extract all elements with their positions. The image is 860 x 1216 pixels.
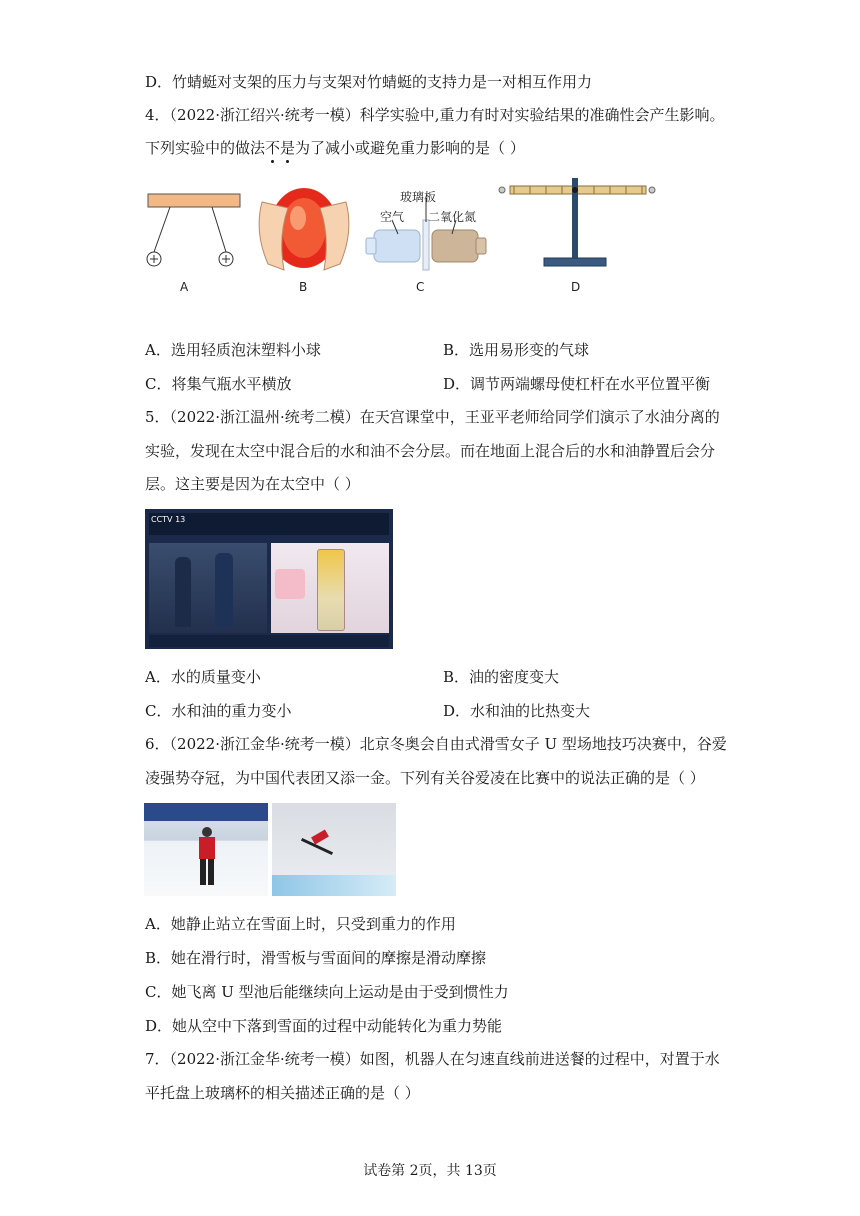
emphasis-dot-char: 不: [265, 139, 281, 157]
q4-option-d: D．调节两端螺母使杠杆在水平位置平衡: [443, 375, 711, 393]
q5-option-c: C．水和油的重力变小: [145, 702, 292, 720]
q3-option-d: D．竹蜻蜓对支架的压力与支架对竹蜻蜓的支持力是一对相互作用力: [145, 73, 593, 91]
q5-stem-line1: 5．（2022·浙江温州·统考二模）在天宫课堂中，王亚平老师给同学们演示了水油分离的: [145, 408, 720, 426]
figure-a-suspended-balls: [147, 194, 240, 266]
q6-skier-standing-photo: [144, 803, 268, 896]
cctv-logo: CCTV 13: [151, 515, 186, 524]
q4-option-b: B．选用易形变的气球: [443, 341, 590, 359]
q5-option-a: A．水的质量变小: [145, 668, 261, 686]
q4-stem-line1: 4．（2022·浙江绍兴·统考一模）科学实验中,重力有时对实验结果的准确性会产生影响。: [145, 106, 725, 124]
q7-stem-line2: 平托盘上玻璃杯的相关描述正确的是（ ）: [145, 1084, 420, 1102]
emphasis-dot-char: 是: [280, 139, 296, 157]
q4-option-c: C．将集气瓶水平横放: [145, 375, 292, 393]
nitrogen-dioxide-label: 二氧化氮: [428, 210, 477, 224]
q5-option-d: D．水和油的比热变大: [443, 702, 591, 720]
q5-broadcast-photo: [145, 509, 393, 649]
q7-stem-line1: 7．（2022·浙江金华·统考一模）如图，机器人在匀速直线前进送餐的过程中，对置于水: [145, 1050, 720, 1068]
q6-option-b: B．她在滑行时，滑雪板与雪面间的摩擦是滑动摩擦: [145, 949, 487, 967]
q6-option-a: A．她静止站立在雪面上时，只受到重力的作用: [145, 915, 456, 933]
q6-option-c: C．她飞离 U 型池后能继续向上运动是由于受到惯性力: [145, 983, 509, 1001]
q4-option-a: A．选用轻质泡沫塑料小球: [145, 341, 321, 359]
figure-label-d: D: [571, 280, 581, 294]
page-footer: 试卷第 2页，共 13页: [363, 1163, 497, 1179]
q6-option-d: D．她从空中下落到雪面的过程中动能转化为重力势能: [145, 1017, 503, 1035]
figure-d-lever-stand: [499, 178, 655, 266]
q6-stem-line1: 6．（2022·浙江金华·统考一模）北京冬奥会自由式滑雪女子 U 型场地技巧决赛中，谷爱: [145, 735, 727, 753]
q5-option-b: B．油的密度变大: [443, 668, 560, 686]
figure-label-a: A: [180, 280, 189, 294]
q6-skier-jumping-photo: [272, 803, 396, 896]
q5-stem-line2: 实验，发现在太空中混合后的水和油不会分层。而在地面上混合后的水和油静置后会分: [145, 442, 716, 460]
figure-label-c: C: [416, 280, 425, 294]
air-label: 空气: [380, 210, 405, 224]
q4-stem-line2: 下列实验中的做法不是为了减小或避免重力影响的是（ ）: [145, 139, 525, 157]
figure-label-b: B: [299, 280, 308, 294]
q5-stem-line3: 层。这主要是因为在太空中（ ）: [145, 475, 360, 493]
q6-stem-line2: 凌强势夺冠，为中国代表团又添一金。下列有关谷爱凌在比赛中的说法正确的是（ ）: [145, 769, 705, 787]
glass-plate-label: 玻璃板: [400, 190, 437, 204]
figure-b-balloon-hands: [259, 188, 349, 270]
